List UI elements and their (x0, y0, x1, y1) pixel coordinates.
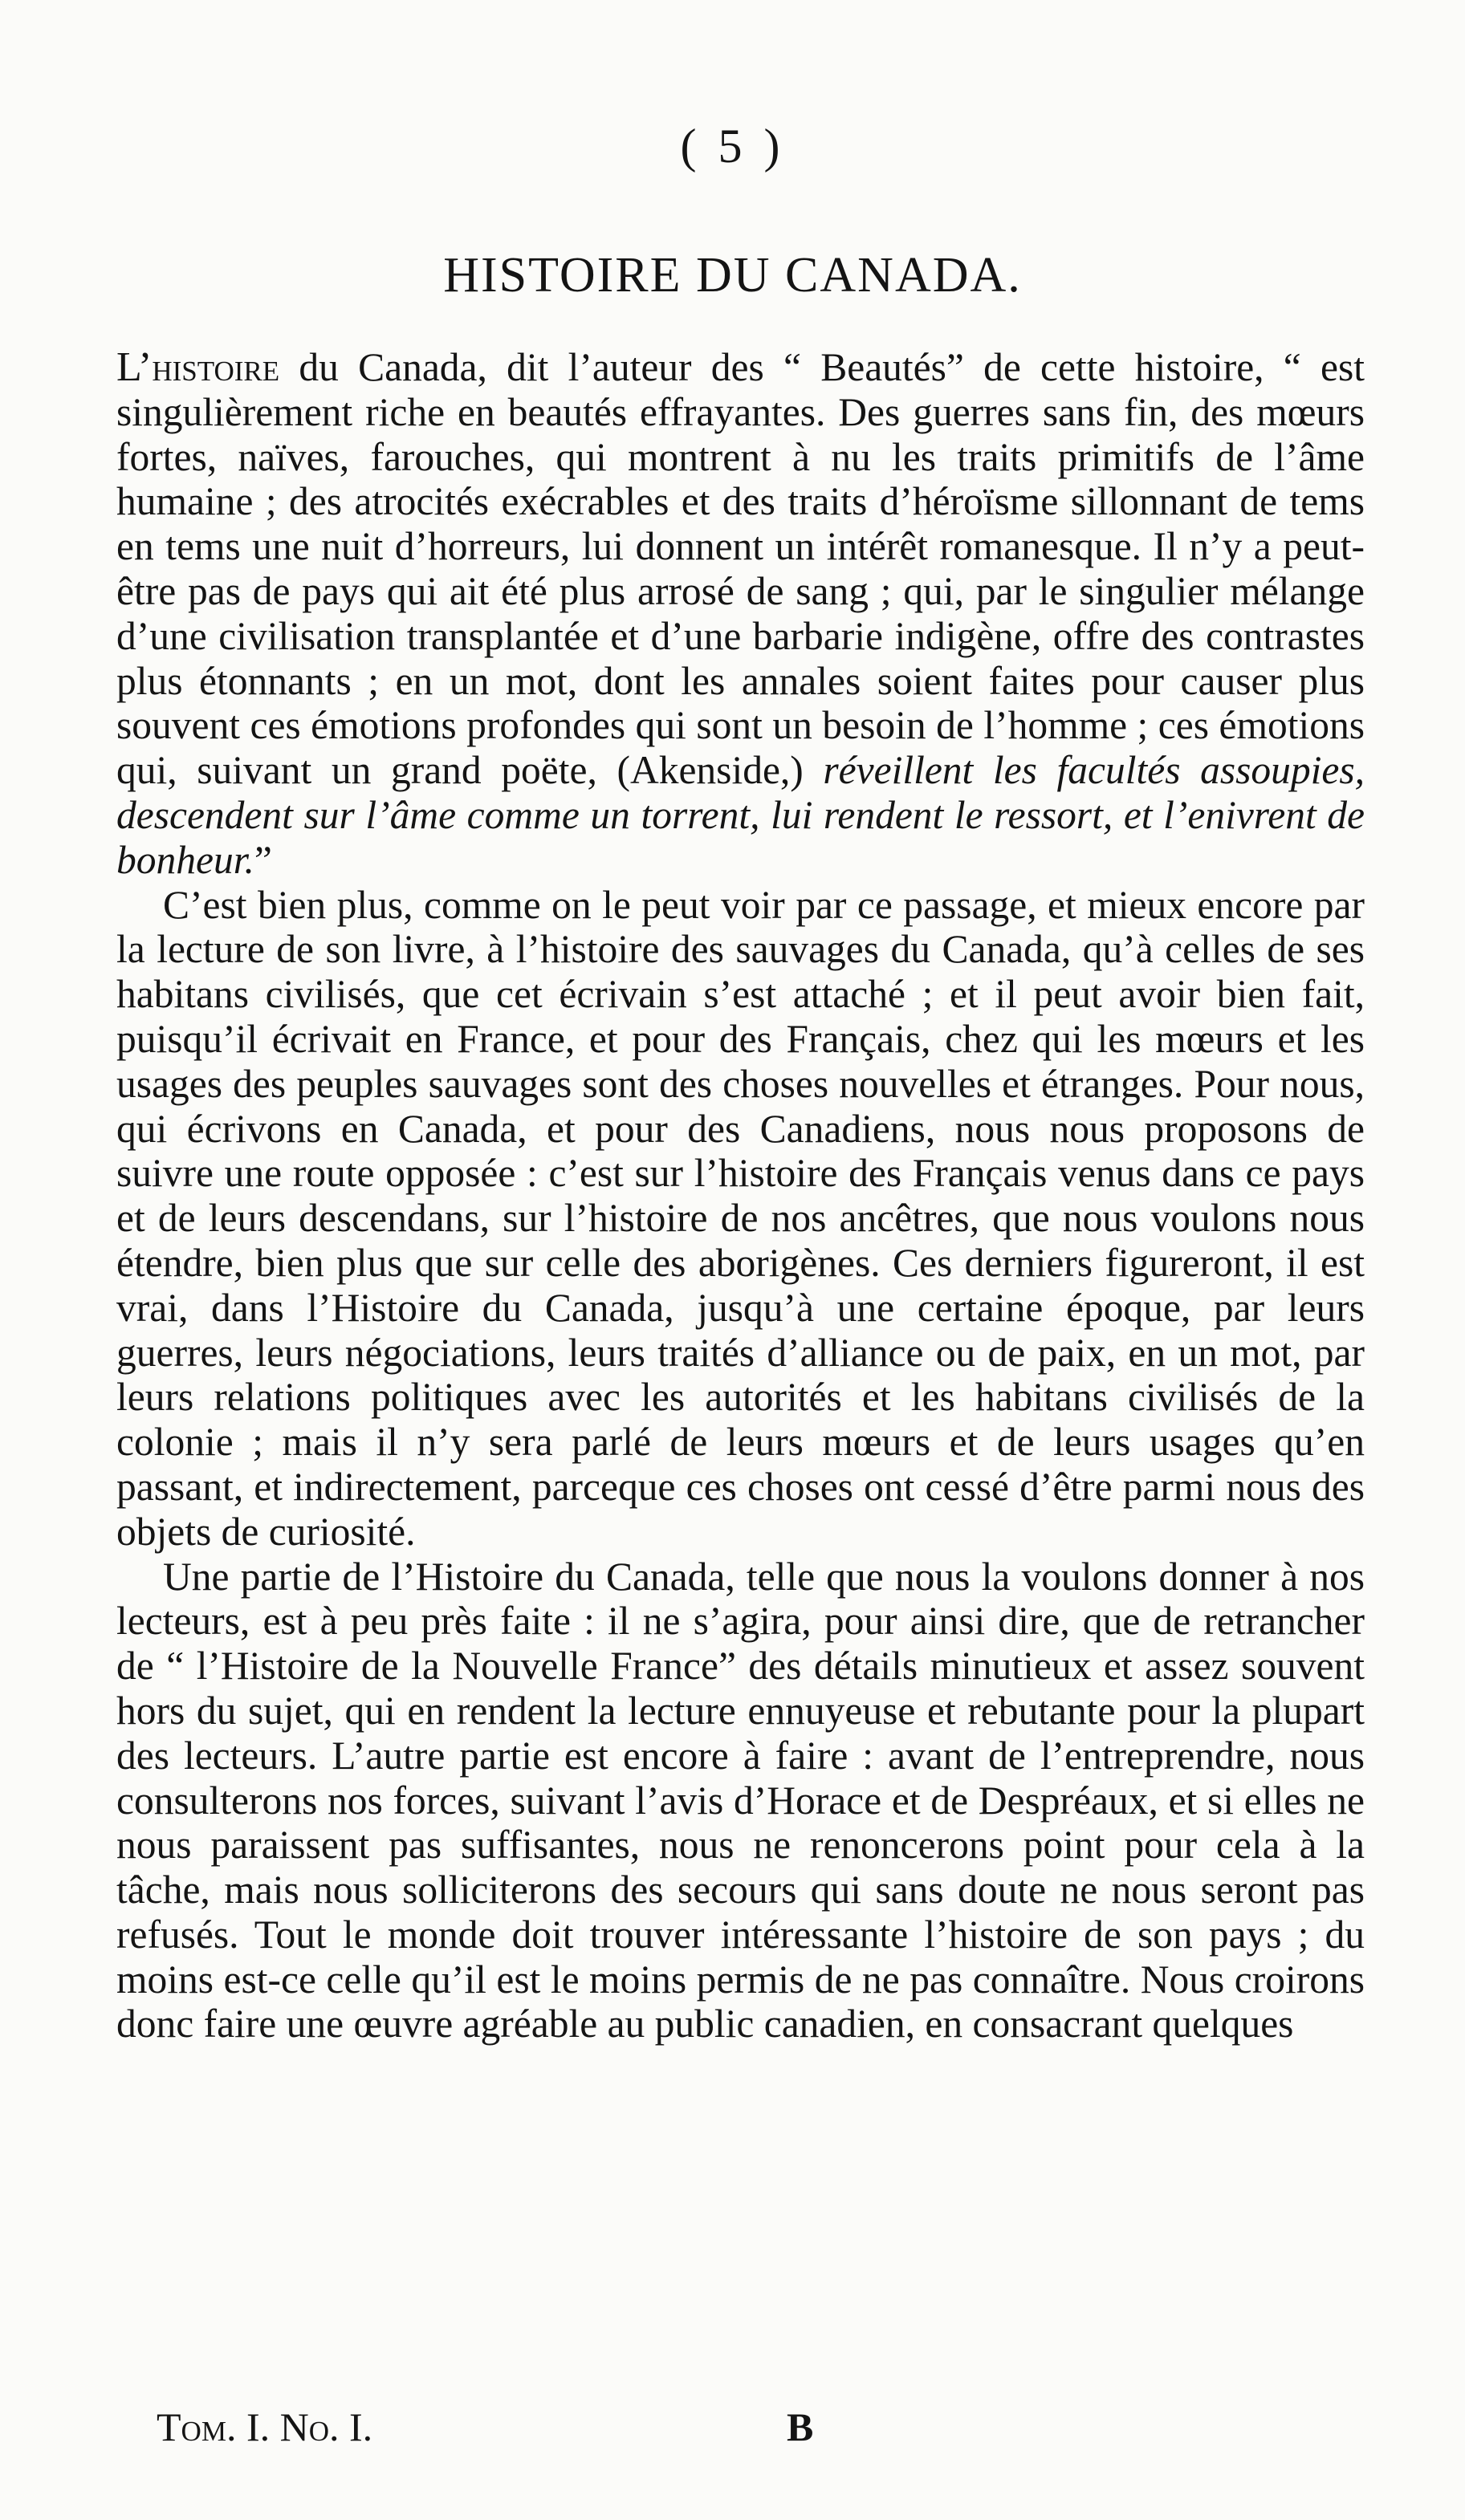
quotation-italic: réveillent les facultés assoupies, descendent sur l’âme comme un torrent, lui rendent le ressort, et l’enivrent de bonheur. (116, 748, 1365, 882)
signature-mark: B (787, 2404, 814, 2449)
paragraph-1-text: du Canada, dit l’auteur des “ Beautés” de cette histoire, “ est singulièrement riche en beautés effrayantes. Des guerres sans fin, des mœurs fortes, naïves, farouches, qui montrent à nu les traits primitifs de l’âme humaine ; des atrocités exécrables et des traits d’héroïsme sillonnant de tems en tems une nuit d’horreurs, lui donnent un intérêt romanesque. Il n’y a peut-être pas de pays qui ait été plus arrosé de sang ; qui, par le singulier mélange d’une civilisation transplantée et d’une barbarie indigène, offre des contrastes plus étonnants ; en un mot, dont les annales soient faites pour causer plus souvent ces émotions profondes qui sont un besoin de l’homme ; ces émotions qui, suivant un grand poëte, (Akenside,) (116, 345, 1365, 793)
closing-quote: ” (254, 837, 272, 882)
lead-capital: L’ (116, 344, 153, 390)
chapter-title: HISTOIRE DU CANADA. (443, 248, 1022, 303)
paragraph-3: Une partie de l’Histoire du Canada, telle que nous la voulons donner à nos lecteurs, est à peu près faite : il ne s’agira, pour ainsi dire, que de retrancher de “ l’Histoire de la Nouvelle France” des détails minutieux et assez souvent hors du sujet, qui en rendent la lecture ennuyeuse et rebutante pour la plupart des lecteurs. L’autre partie est encore à faire : avant de l’entreprendre, nous consulterons nos forces, suivant l’avis d’Horace et de Despréaux, et si elles ne nous paraissent pas suffisantes, nous ne renoncerons point pour cela à la tâche, mais nous solliciterons des secours qui sans doute ne nous seront pas refusés. Tout le monde doit trouver intéressante l’histoire de son pays ; du moins est-ce celle qu’il est le moins permis de ne pas connaître. Nous croirons donc faire une œuvre agréable au public canadien, en consacrant quelques (116, 1554, 1365, 2046)
paragraph-2: C’est bien plus, comme on le peut voir par ce passage, et mieux encore par la lecture de son livre, à l’histoire des sauvages du Canada, qu’à celles de ses habitans civilisés, que cet écrivain s’est attaché ; et il peut avoir bien fait, puisqu’il écrivait en France, et pour des Français, chez qui les mœurs et les usages des peuples sauvages sont des choses nouvelles et étranges. Pour nous, qui écrivons en Canada, et pour des Canadiens, nous nous proposons de suivre une route opposée : c’est sur l’histoire des Français venus dans ce pays et de leurs descendans, sur l’histoire de nos ancêtres, que nous voulons nous étendre, bien plus que sur celle des aborigènes. Ces derniers figureront, il est vrai, dans l’Histoire du Canada, jusqu’à une certaine époque, par leurs guerres, leurs négociations, leurs traités d’alliance ou de paix, en un mot, par leurs relations politiques avec les autorités et les habitans civilisés de la colonie ; mais il n’y sera parlé de leurs mœurs et de leurs usages qu’en passant, et indirectement, parceque ces choses ont cessé d’être parmi nous des objets de curiosité. (116, 882, 1365, 1554)
volume-reference: Tom. I. No. I. (157, 2404, 373, 2449)
lead-smallcaps: histoire (152, 345, 280, 389)
paragraph-1 (116, 345, 1365, 883)
page-number: ( 5 ) (680, 120, 785, 173)
body-text (116, 345, 1365, 2046)
